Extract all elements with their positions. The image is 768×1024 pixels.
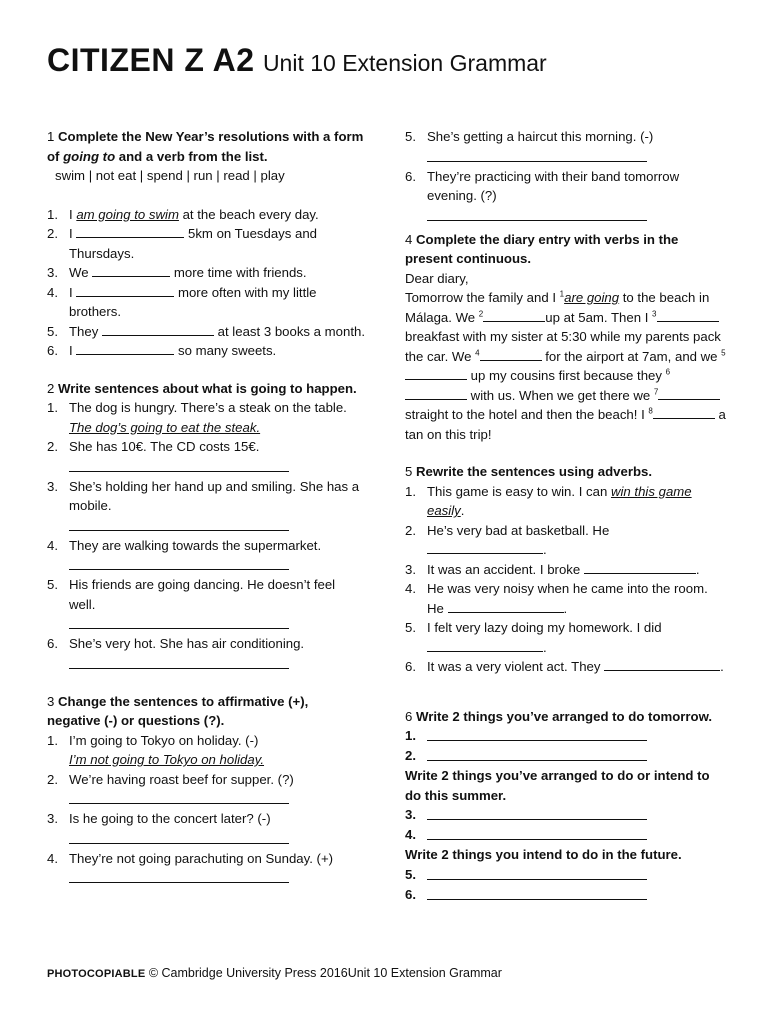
exercise-1 [47, 127, 365, 361]
copyright-text: © Cambridge University Press 2016Unit 10 Extension Grammar [145, 966, 502, 980]
page-header [47, 42, 547, 79]
exercise-2 [47, 379, 365, 674]
list-item: 6. [405, 885, 727, 905]
list-item: 3. She’s holding her hand up and smiling. She has a mobile. [47, 477, 365, 536]
list-item: 2. He’s very bad at basketball. He . [405, 522, 610, 557]
list-item: 4. [405, 825, 727, 845]
list-item: 4. They are walking towards the supermarket. [47, 536, 365, 576]
exercise-5-instructions: 5 Rewrite the sentences using adverbs. [405, 464, 653, 479]
exercise-3-continued [405, 127, 727, 226]
list-item: 4. He was very noisy when he came into the room. He . [405, 581, 708, 616]
diary-entry: Tomorrow the family and I $^1$are going to the beach in Málaga. We $^2$ up at 5am. Then I $^3$ breakfast with my sister at 5:30 while my parents pack the car. We $^4$ for the airport at 7am, and we $^5$ up my cousins first because they $^6$ with us. When we get there we $^7$ straight to the hotel and then the beach! I $^8$ a tan on this trip! [405, 289, 726, 442]
unit-subtitle: Unit 10 Extension Grammar [262, 50, 547, 76]
exercise-4-instructions: 4 Complete the diary entry with verbs in the present continuous. [405, 231, 679, 266]
list-item: 2. We’re having roast beef for supper. (?) [47, 770, 365, 810]
list-item: 5. His friends are going dancing. He doesn’t feel well. [47, 575, 365, 634]
list-item: 5. They at least 3 books a month. [47, 323, 365, 339]
photocopiable-label: PHOTOCOPIABLE [47, 968, 146, 980]
answer-line[interactable] [69, 555, 289, 570]
model-answer: are going [564, 290, 620, 305]
list-item: 5. I felt very lazy doing my homework. I did . [405, 620, 662, 655]
answer-blank[interactable] [657, 309, 719, 322]
list-item: 4. I more often with my little brothers. [47, 284, 317, 319]
answer-blank[interactable] [427, 639, 543, 652]
exercise-2-instructions: 2 Write sentences about what is going to happen. [47, 380, 357, 396]
model-answer: I’m not going to Tokyo on holiday. [69, 752, 265, 767]
answer-line[interactable] [69, 457, 289, 472]
answer-blank[interactable] [427, 541, 543, 554]
answer-blank[interactable] [76, 225, 184, 238]
exercise-3-instructions: 3 Change the sentences to affirmative (+), negative (-) or questions (?). [47, 693, 309, 728]
answer-blank[interactable] [483, 309, 545, 322]
answer-blank[interactable] [405, 367, 467, 380]
answer-blank[interactable] [76, 342, 174, 355]
answer-blank[interactable] [658, 387, 720, 400]
exercise-4 [405, 230, 727, 445]
list-item: 1. This game is easy to win. I can win this game easily. [405, 483, 692, 518]
list-item: 2. I 5km on Tuesdays and Thursdays. [47, 226, 318, 261]
answer-line[interactable] [427, 825, 647, 840]
answer-line[interactable] [69, 614, 289, 629]
answer-line[interactable] [69, 868, 289, 883]
exercise-6-instructions: 6 Write 2 things you’ve arranged to do tomorrow. [405, 708, 713, 724]
answer-blank[interactable] [405, 387, 467, 400]
list-item: 6. They’re practicing with their band tomorrow evening. (?) [405, 167, 727, 226]
list-item: 4. They’re not going parachuting on Sunday. (+) [47, 849, 365, 889]
left-column [47, 127, 365, 906]
answer-blank[interactable] [653, 406, 715, 419]
list-item: 1. The dog is hungry. There’s a steak on the table. The dog’s going to eat the steak. [47, 400, 347, 435]
model-answer: win this game easily [427, 483, 692, 518]
answer-line[interactable] [427, 206, 647, 221]
model-answer: The dog’s going to eat the steak. [69, 419, 261, 435]
answer-line[interactable] [427, 805, 647, 820]
answer-line[interactable] [427, 865, 647, 880]
answer-line[interactable] [69, 654, 289, 669]
model-answer: am going to swim [76, 206, 179, 222]
list-item: 1. [405, 726, 727, 746]
answer-line[interactable] [69, 516, 289, 531]
exercise-1-instructions: 1 Complete the New Year’s resolutions with a form of going to and a verb from the list. [47, 129, 364, 164]
answer-line[interactable] [69, 789, 289, 804]
answer-line[interactable] [427, 885, 647, 900]
exercise-3 [47, 692, 365, 889]
answer-line[interactable] [427, 746, 647, 761]
word-list: swim | not eat | spend | run | read | play [55, 168, 285, 183]
list-item: 3. Is he going to the concert later? (-) [47, 809, 365, 849]
exercise-6 [405, 707, 727, 905]
answer-line[interactable] [69, 829, 289, 844]
answer-line[interactable] [427, 726, 647, 741]
list-item: 6. I so many sweets. [47, 343, 277, 358]
answer-blank[interactable] [92, 264, 170, 277]
answer-blank[interactable] [76, 284, 174, 297]
diary-greeting: Dear diary, [405, 270, 469, 286]
right-column [405, 127, 727, 923]
list-item: 6. She’s very hot. She has air conditioning. [47, 634, 365, 674]
answer-blank[interactable] [584, 561, 696, 574]
list-item: 6. It was a very violent act. They . [405, 659, 724, 674]
list-item: 5. She’s getting a haircut this morning. (-) [405, 127, 727, 167]
answer-blank[interactable] [604, 658, 720, 671]
list-item: 5. [405, 865, 727, 885]
list-item: 1. I am going to swim at the beach every day. [47, 206, 319, 222]
list-item: 1. I’m going to Tokyo on holiday. (-) I’m not going to Tokyo on holiday. [47, 732, 265, 767]
exercise-6-subheading: Write 2 things you intend to do in the future. [405, 847, 682, 862]
answer-blank[interactable] [448, 600, 564, 613]
answer-line[interactable] [427, 147, 647, 162]
list-item: 3. We more time with friends. [47, 265, 307, 280]
answer-blank[interactable] [480, 348, 542, 361]
brand-title: CITIZEN Z A2 [47, 42, 255, 78]
answer-blank[interactable] [102, 323, 214, 336]
exercise-6-subheading: Write 2 things you’ve arranged to do or intend to do this summer. [405, 768, 710, 803]
list-item: 2. [405, 746, 727, 766]
list-item: 3. [405, 805, 727, 825]
exercise-5 [405, 462, 727, 677]
list-item: 2. She has 10€. The CD costs 15€. [47, 437, 365, 477]
list-item: 3. It was an accident. I broke . [405, 561, 700, 577]
page-footer [47, 966, 502, 980]
